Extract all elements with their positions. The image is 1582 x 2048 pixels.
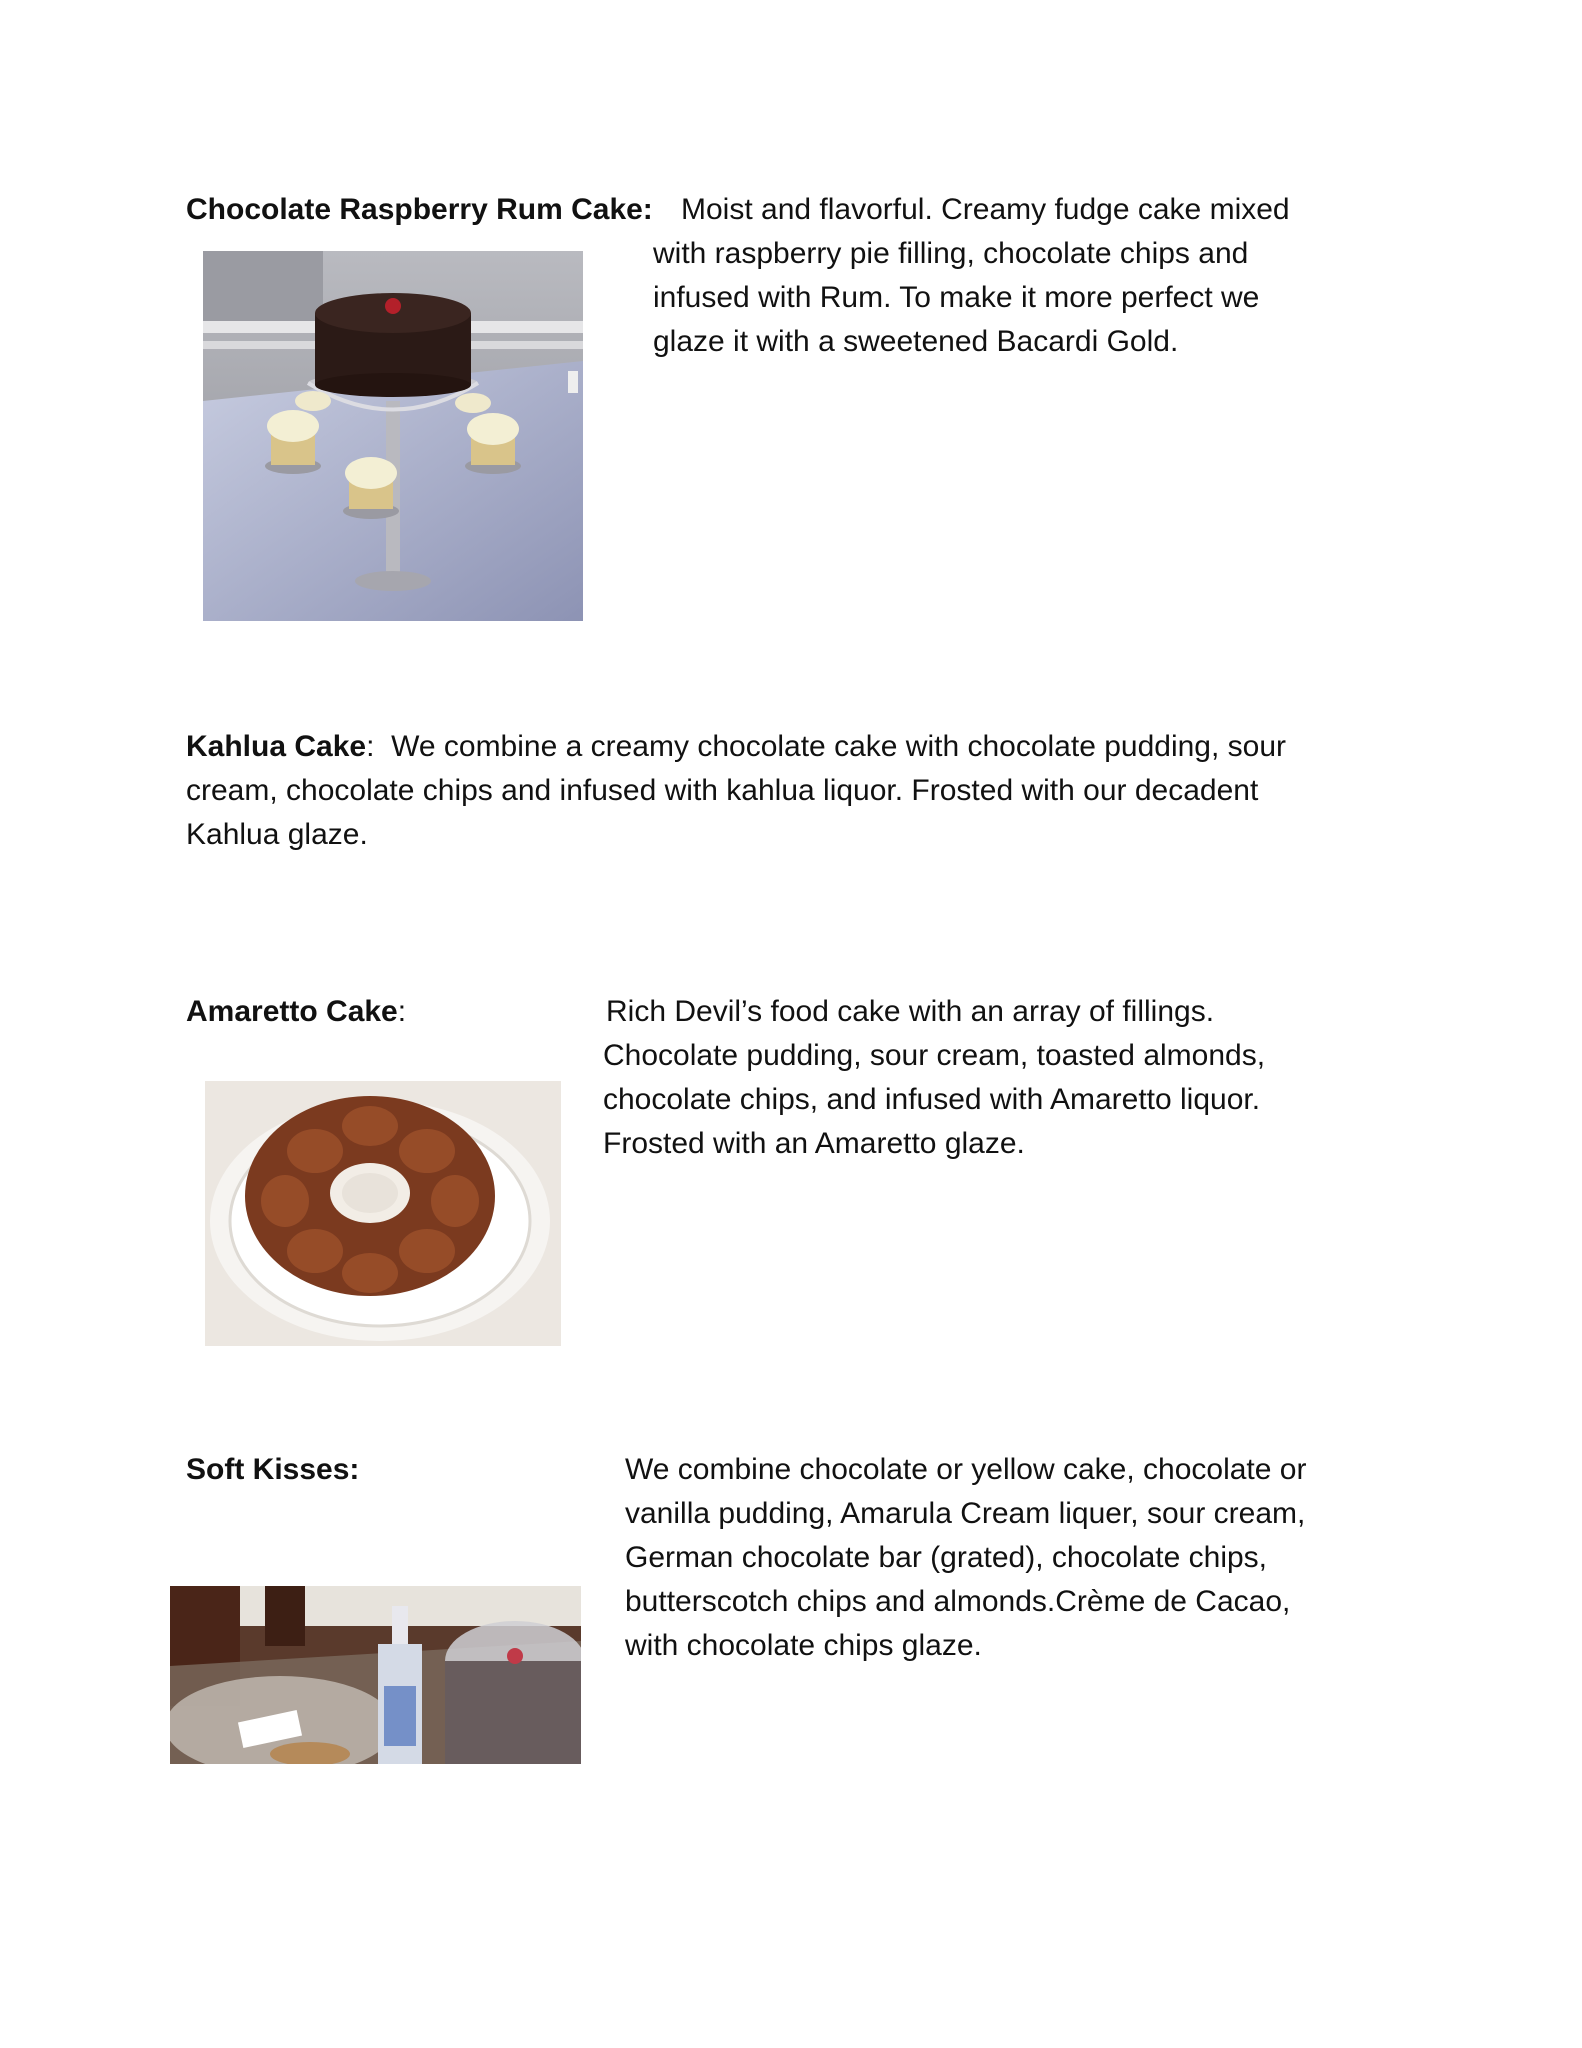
cake-description-line: We combine chocolate or yellow cake, chocolate or: [625, 1453, 1307, 1486]
cake-title: Soft Kisses:: [186, 1453, 360, 1486]
cake-photo-chocolate-cupcake-stand: [203, 251, 583, 621]
cake-description-line: Frosted with an Amaretto glaze.: [603, 1127, 1025, 1160]
cake-description-line: infused with Rum. To make it more perfect we: [653, 281, 1260, 314]
cake-description-line: butterscotch chips and almonds.Crème de Cacao,: [625, 1585, 1291, 1618]
cake-description-line: Kahlua glaze.: [186, 818, 368, 851]
cake-description-line: German chocolate bar (grated), chocolate chips,: [625, 1541, 1267, 1574]
cake-photo-table-with-cakes: [170, 1586, 581, 1764]
cake-description-line: Rich Devil’s food cake with an array of fillings.: [606, 995, 1215, 1028]
cake-description-line: with raspberry pie filling, chocolate chips and: [653, 237, 1249, 270]
cake-description-line: with chocolate chips glaze.: [625, 1629, 982, 1662]
cake-description-line: Moist and flavorful. Creamy fudge cake mixed: [681, 193, 1290, 226]
cake-heading: [186, 990, 406, 1034]
cake-description-line: vanilla pudding, Amarula Cream liquer, sour cream,: [625, 1497, 1306, 1530]
cake-heading-line: [186, 725, 1286, 769]
cake-description-line: chocolate chips, and infused with Amaretto liquor.: [603, 1083, 1261, 1116]
cake-title: Chocolate Raspberry Rum Cake:: [186, 193, 653, 226]
cake-description-line: We combine a creamy chocolate cake with chocolate pudding, sour: [391, 730, 1287, 763]
cake-title-colon: :: [397, 995, 407, 1028]
cake-title: Kahlua Cake: [186, 730, 367, 763]
cake-description-line: glaze it with a sweetened Bacardi Gold.: [653, 325, 1179, 358]
cake-description-line: cream, chocolate chips and infused with kahlua liquor. Frosted with our decadent: [186, 774, 1259, 807]
cake-photo-bundt-cake: [205, 1081, 561, 1346]
cake-title: Amaretto Cake: [186, 995, 398, 1028]
cake-description-line: Chocolate pudding, sour cream, toasted almonds,: [603, 1039, 1266, 1072]
cake-title-colon: :: [366, 730, 375, 763]
